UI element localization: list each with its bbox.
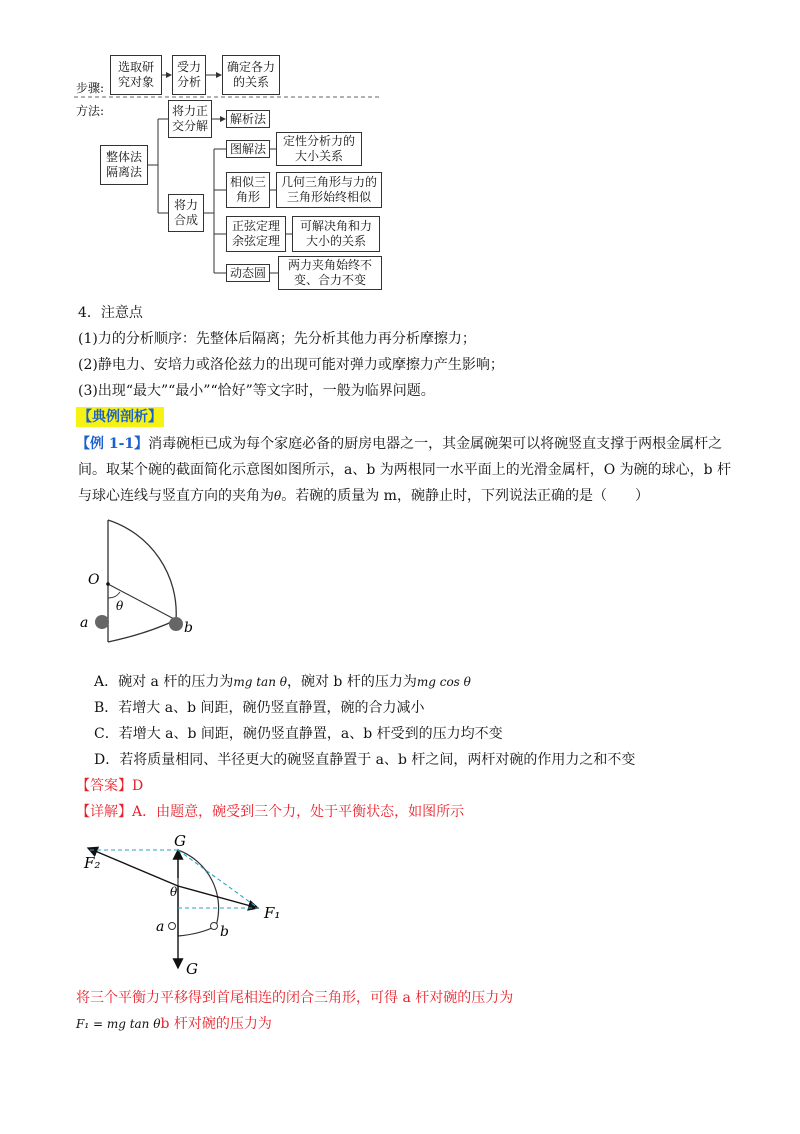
bowl-figure xyxy=(76,512,246,652)
method-orthogonal: 将力正交分解 xyxy=(168,100,212,138)
note-3: (3)出现“最大”“最小”“恰好”等文字时，一般为临界问题。 xyxy=(78,383,435,399)
option-b: B．若增大 a、b 间距，碗仍竖直静置，碗的合力减小 xyxy=(94,700,425,716)
step-force-analysis: 受力分析 xyxy=(172,55,206,95)
example-line-2: 间。取某个碗的截面简化示意图如图所示，a、b 为两根同一水平面上的光滑金属杆，O 为碗的球心，b 杆 xyxy=(78,462,732,478)
option-a-mid: ，碗对 b 杆的压力为 xyxy=(286,674,417,690)
example-text-1: 消毒碗柜已成为每个家庭必备的厨房电器之一，其金属碗架可以将碗竖直支撑于两根金属杆之 xyxy=(148,436,723,452)
fig2-label-G-bottom: G xyxy=(186,960,198,978)
method-similar-desc: 几何三角形与力的三角形始终相似 xyxy=(276,172,382,208)
method-analytic: 解析法 xyxy=(226,110,270,128)
example-text-3a: 与球心连线与竖直方向的夹角为 xyxy=(78,488,274,504)
solution-line-2 xyxy=(76,1014,272,1034)
method-dynamic-desc: 两力夹角始终不变、合力不变 xyxy=(278,256,382,290)
step-select-object: 选取研究对象 xyxy=(110,55,162,95)
solution-formula: F₁ = mg tan θ xyxy=(76,1017,161,1031)
method-graphic-desc: 定性分析力的大小关系 xyxy=(276,132,362,166)
example-theta: θ xyxy=(274,489,282,503)
method-whole-isolation: 整体法隔离法 xyxy=(100,145,148,185)
fig1-label-a: a xyxy=(80,615,89,631)
answer-label: 【答案】 xyxy=(76,778,132,794)
fig1-label-theta: θ xyxy=(116,599,124,613)
option-a-formula-2: mg cos θ xyxy=(416,675,471,689)
fig2-label-a: a xyxy=(156,919,165,935)
fig1-label-O: O xyxy=(88,572,100,588)
method-sine-desc: 可解决角和力大小的关系 xyxy=(292,216,380,252)
detail-line xyxy=(76,802,464,822)
method-similar: 相似三角形 xyxy=(226,172,270,208)
note-1: (1)力的分析顺序：先整体后隔离；先分析其他力再分析摩擦力； xyxy=(78,331,476,347)
notes-heading: 4．注意点 xyxy=(78,305,143,321)
flowchart-connectors xyxy=(0,0,400,300)
detail-label: 【详解】 xyxy=(76,804,132,820)
option-a-pre: A．碗对 a 杆的压力为 xyxy=(94,674,234,690)
fig2-label-F2: F₂ xyxy=(84,854,101,872)
fig2-label-F1: F₁ xyxy=(264,904,281,922)
method-label: 方法: xyxy=(76,104,105,118)
steps-label: 步骤: xyxy=(76,81,105,95)
option-c: C．若增大 a、b 间距，碗仍竖直静置，a、b 杆受到的压力均不变 xyxy=(94,726,503,742)
option-a xyxy=(94,672,471,692)
detail-text: A．由题意，碗受到三个力，处于平衡状态，如图所示 xyxy=(132,804,465,820)
example-line-1 xyxy=(76,434,722,454)
option-d: D．若将质量相同、半径更大的碗竖直静置于 a、b 杆之间，两杆对碗的作用力之和不变 xyxy=(94,752,636,768)
fig1-label-b: b xyxy=(184,620,193,636)
answer-line xyxy=(76,776,143,796)
step-relation: 确定各力的关系 xyxy=(222,55,280,95)
example-label: 【例 1-1】 xyxy=(76,436,149,452)
method-sine-cosine: 正弦定理余弦定理 xyxy=(226,216,286,252)
method-graphic: 图解法 xyxy=(226,140,270,158)
force-diagram xyxy=(76,828,306,978)
option-a-formula-1: mg tan θ xyxy=(233,675,287,689)
answer-value: D xyxy=(132,778,144,794)
fig2-label-b: b xyxy=(220,924,229,940)
example-text-3b: 。若碗的质量为 m，碗静止时，下列说法正确的是（ ） xyxy=(281,488,649,504)
fig2-label-G-top: G xyxy=(174,832,186,850)
method-compose: 将力合成 xyxy=(168,194,204,232)
section-tag-example: 【典例剖析】 xyxy=(78,409,162,425)
note-2: (2)静电力、安培力或洛伦兹力的出现可能对弹力或摩擦力产生影响； xyxy=(78,357,504,373)
example-line-3 xyxy=(78,486,649,506)
fig2-label-theta: θ xyxy=(170,885,178,899)
solution-line-1: 将三个平衡力平移得到首尾相连的闭合三角形，可得 a 杆对碗的压力为 xyxy=(76,990,514,1006)
solution-text-2: b 杆对碗的压力为 xyxy=(160,1016,272,1032)
method-dynamic-circle: 动态圆 xyxy=(226,264,270,282)
